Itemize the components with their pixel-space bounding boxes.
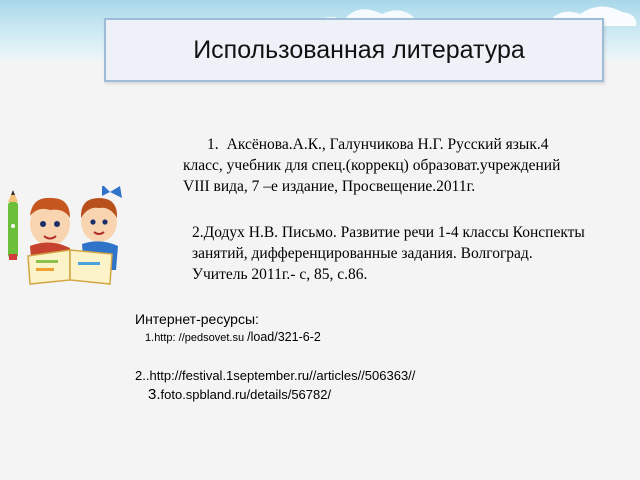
page-title: Использованная литература xyxy=(193,35,525,64)
reference-item-2 xyxy=(192,222,592,285)
internet-link-2[interactable] xyxy=(135,368,415,383)
internet-link-1[interactable] xyxy=(145,330,321,344)
link-url: http://festival.1september.ru//articles//506363// xyxy=(149,368,416,383)
link-prefix: 1. xyxy=(145,332,155,344)
children-reading-illustration-icon xyxy=(6,186,134,286)
internet-link-3[interactable] xyxy=(148,386,331,403)
reference-number: 2. xyxy=(192,224,204,241)
link-host: http: //pedsovet.su xyxy=(154,332,248,344)
reference-number: 1. xyxy=(207,136,219,153)
link-path: /load/321-6-2 xyxy=(247,330,321,344)
reference-item-1 xyxy=(183,134,563,197)
link-prefix: 3. xyxy=(148,386,161,403)
title-box xyxy=(104,18,604,82)
link-url: foto.spbland.ru/details/56782/ xyxy=(160,387,332,402)
reference-text: Аксёнова.А.К., Галунчикова Н.Г. Русский язык.4 класс, учебник для спец.(коррекц) образоват.учреждений VIII вида, 7 –е издание, Просвещение.2011г. xyxy=(183,136,561,195)
reference-text: Додух Н.В. Письмо. Развитие речи 1-4 классы Конспекты занятий, дифференцированные задания. Волгоград. Учитель 2011г.- с, 85, с.86. xyxy=(192,224,585,283)
internet-resources-heading: Интернет-ресурсы: xyxy=(135,311,259,327)
link-prefix: 2.. xyxy=(135,368,150,383)
